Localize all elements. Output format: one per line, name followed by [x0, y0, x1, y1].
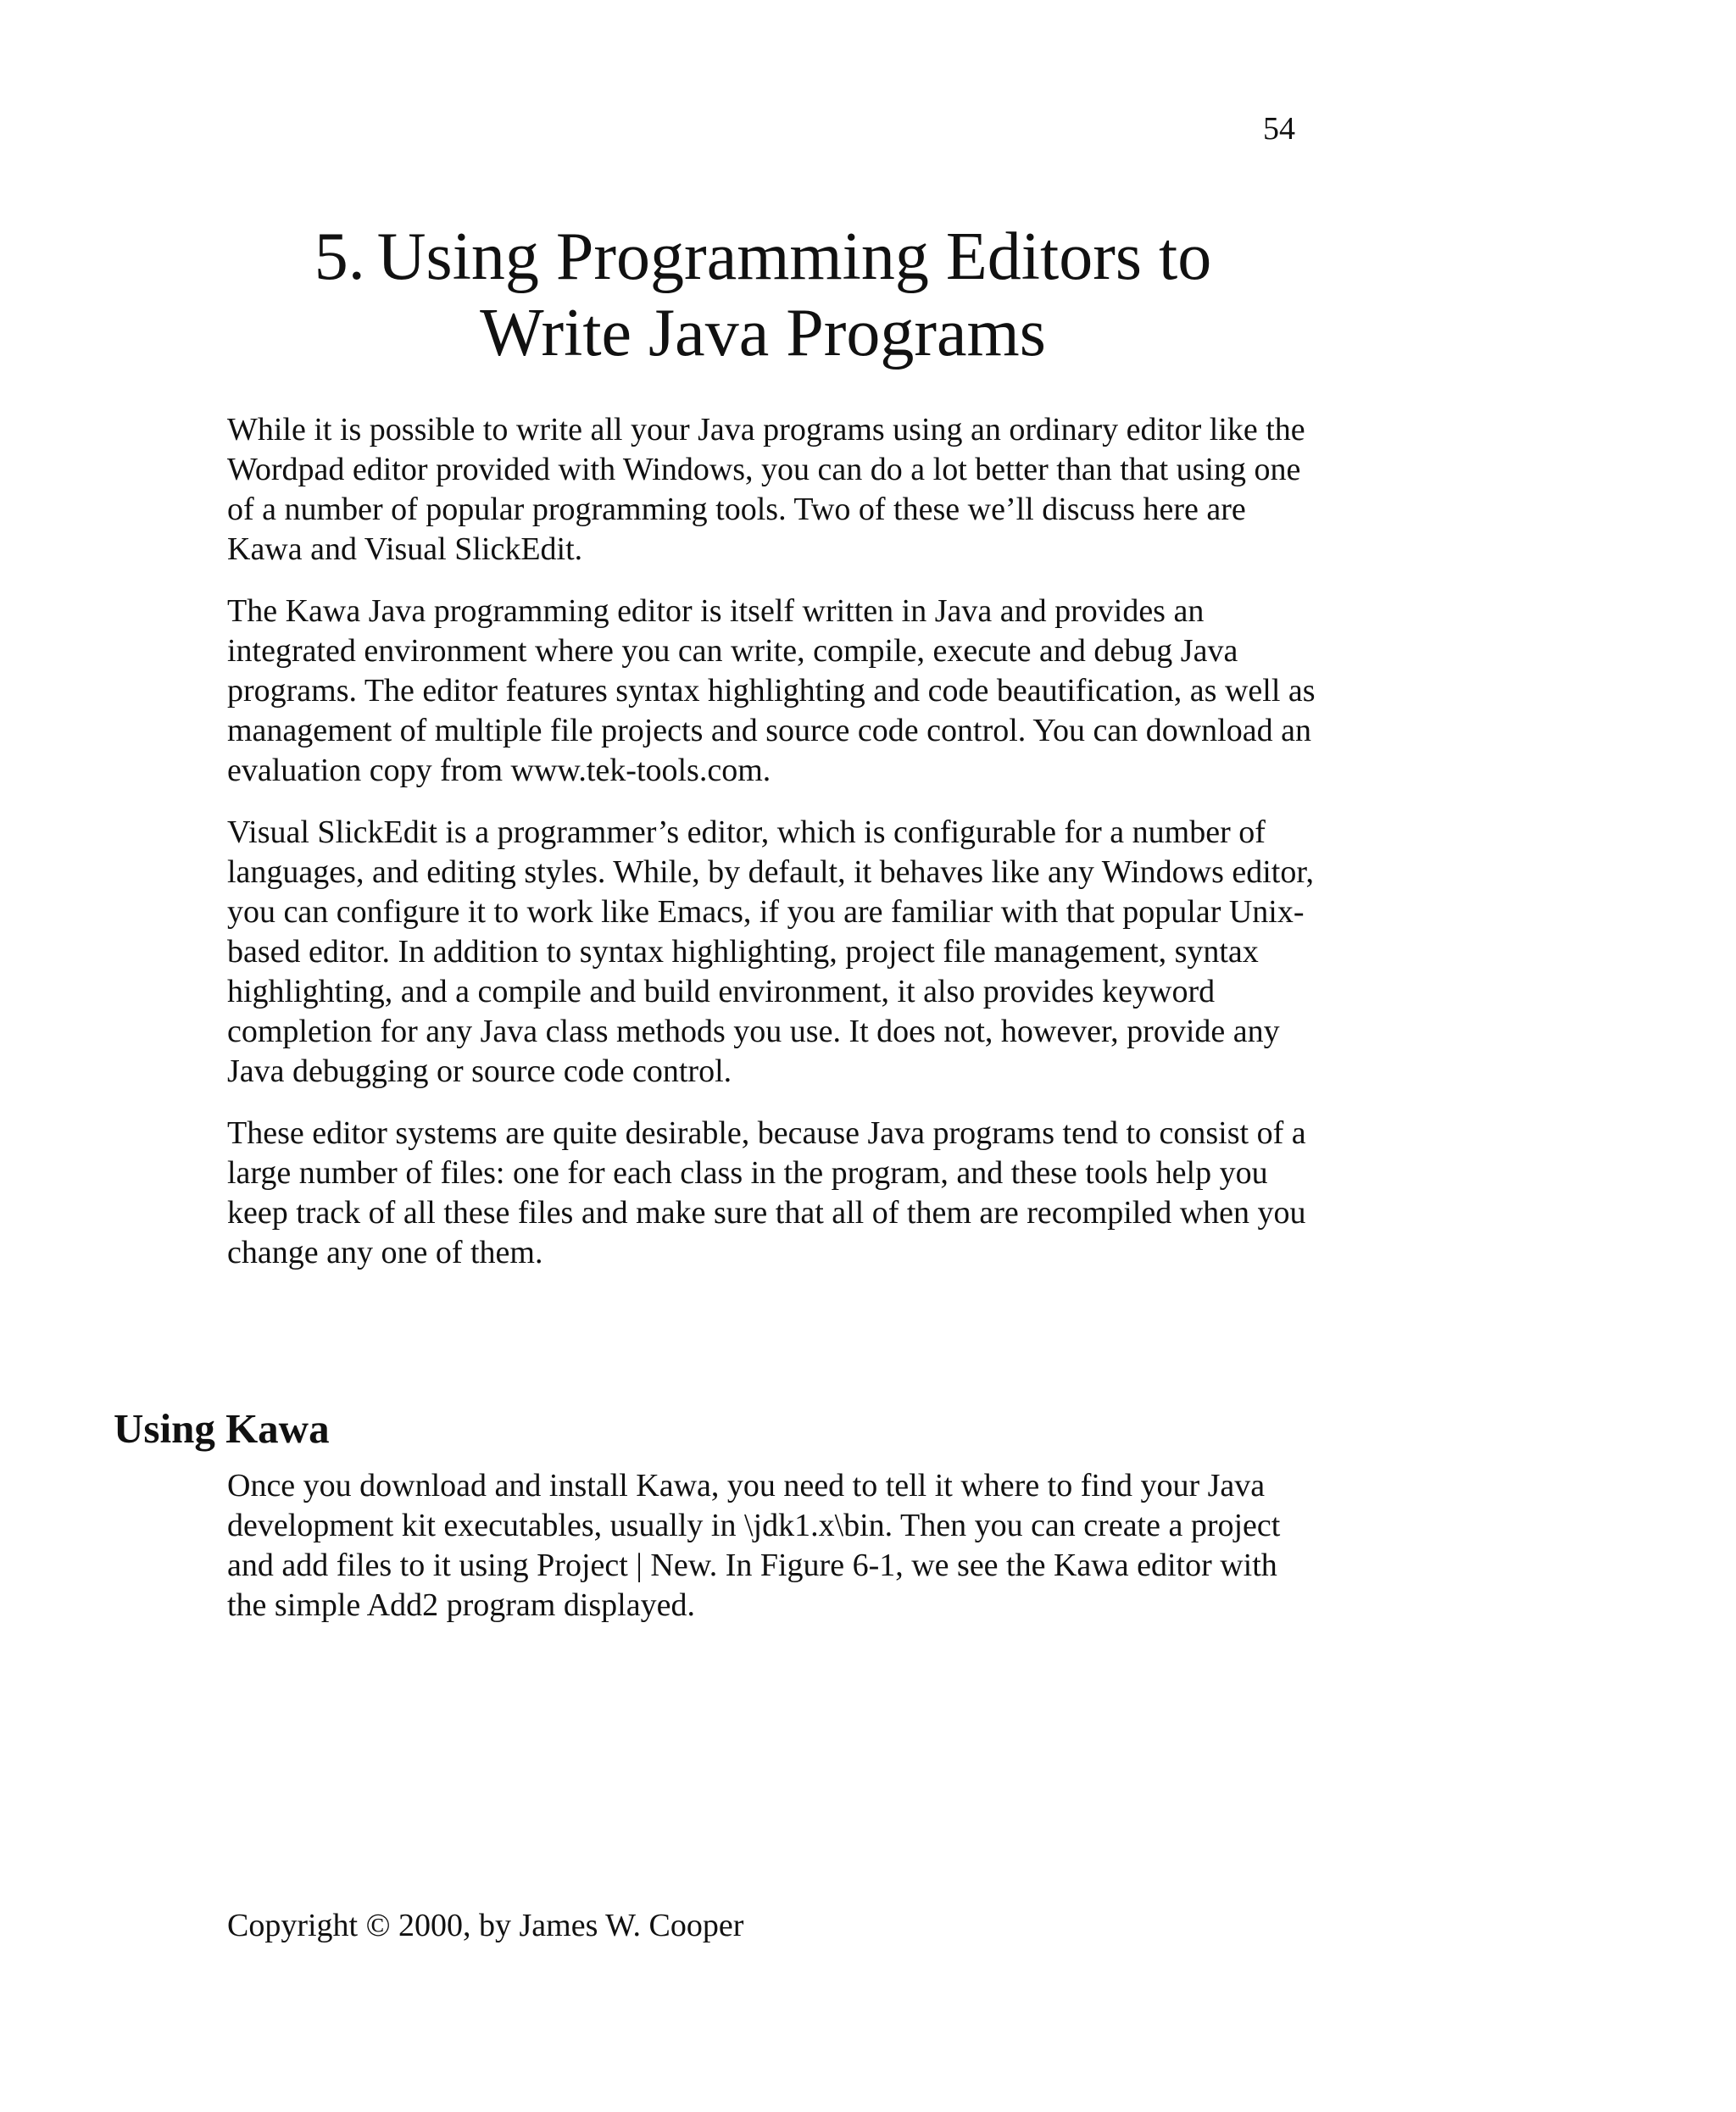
paragraph: While it is possible to write all your Java programs using an ordinary editor like the Wordpad editor provided with Windows, you can do a lot better than that using one of a number of popular programming tools. Two of these we’ll discuss here are Kawa and Visual SlickEdit.	[227, 412, 1305, 567]
section-heading: Using Kawa	[114, 1405, 330, 1452]
page-number: 54	[1263, 111, 1295, 147]
chapter-title	[237, 219, 1288, 371]
paragraph: These editor systems are quite desirable, because Java programs tend to consist of a large number of files: one for each class in the program, and these tools help you keep track of all these files and make sure that all of them are recompiled when you change any one of them.	[227, 1115, 1306, 1270]
chapter-number: 5.	[314, 220, 365, 294]
copyright-footer: Copyright © 2000, by James W. Cooper	[227, 1908, 744, 1943]
paragraph: Visual SlickEdit is a programmer’s editor, which is configurable for a number of languages, and editing styles. While, by default, it behaves like any Windows editor, you can configure it to work like Emacs, if you are familiar with that popular Unix-based editor. In addition to syntax highlighting, project file management, syntax highlighting, and a compile and build environment, it also provides keyword completion for any Java class methods you use. It does not, however, provide any Java debugging or source code control.	[227, 814, 1314, 1089]
section-text	[227, 1466, 1321, 1648]
intro-text	[227, 410, 1321, 1295]
chapter-title-text: Using Programming Editors to Write Java Programs	[376, 220, 1212, 370]
paragraph: Once you download and install Kawa, you need to tell it where to find your Java development kit executables, usually in \jdk1.x\bin. Then you can create a project and add files to it using Project | New. In Figure 6-1, we see the Kawa editor with the simple Add2 program displayed.	[227, 1468, 1281, 1623]
paragraph: The Kawa Java programming editor is itself written in Java and provides an integrated environment where you can write, compile, execute and debug Java programs. The editor features syntax highlighting and code beautification, as well as management of multiple file projects and source code control. You can download an evaluation copy from www.tek-tools.com.	[227, 593, 1316, 788]
